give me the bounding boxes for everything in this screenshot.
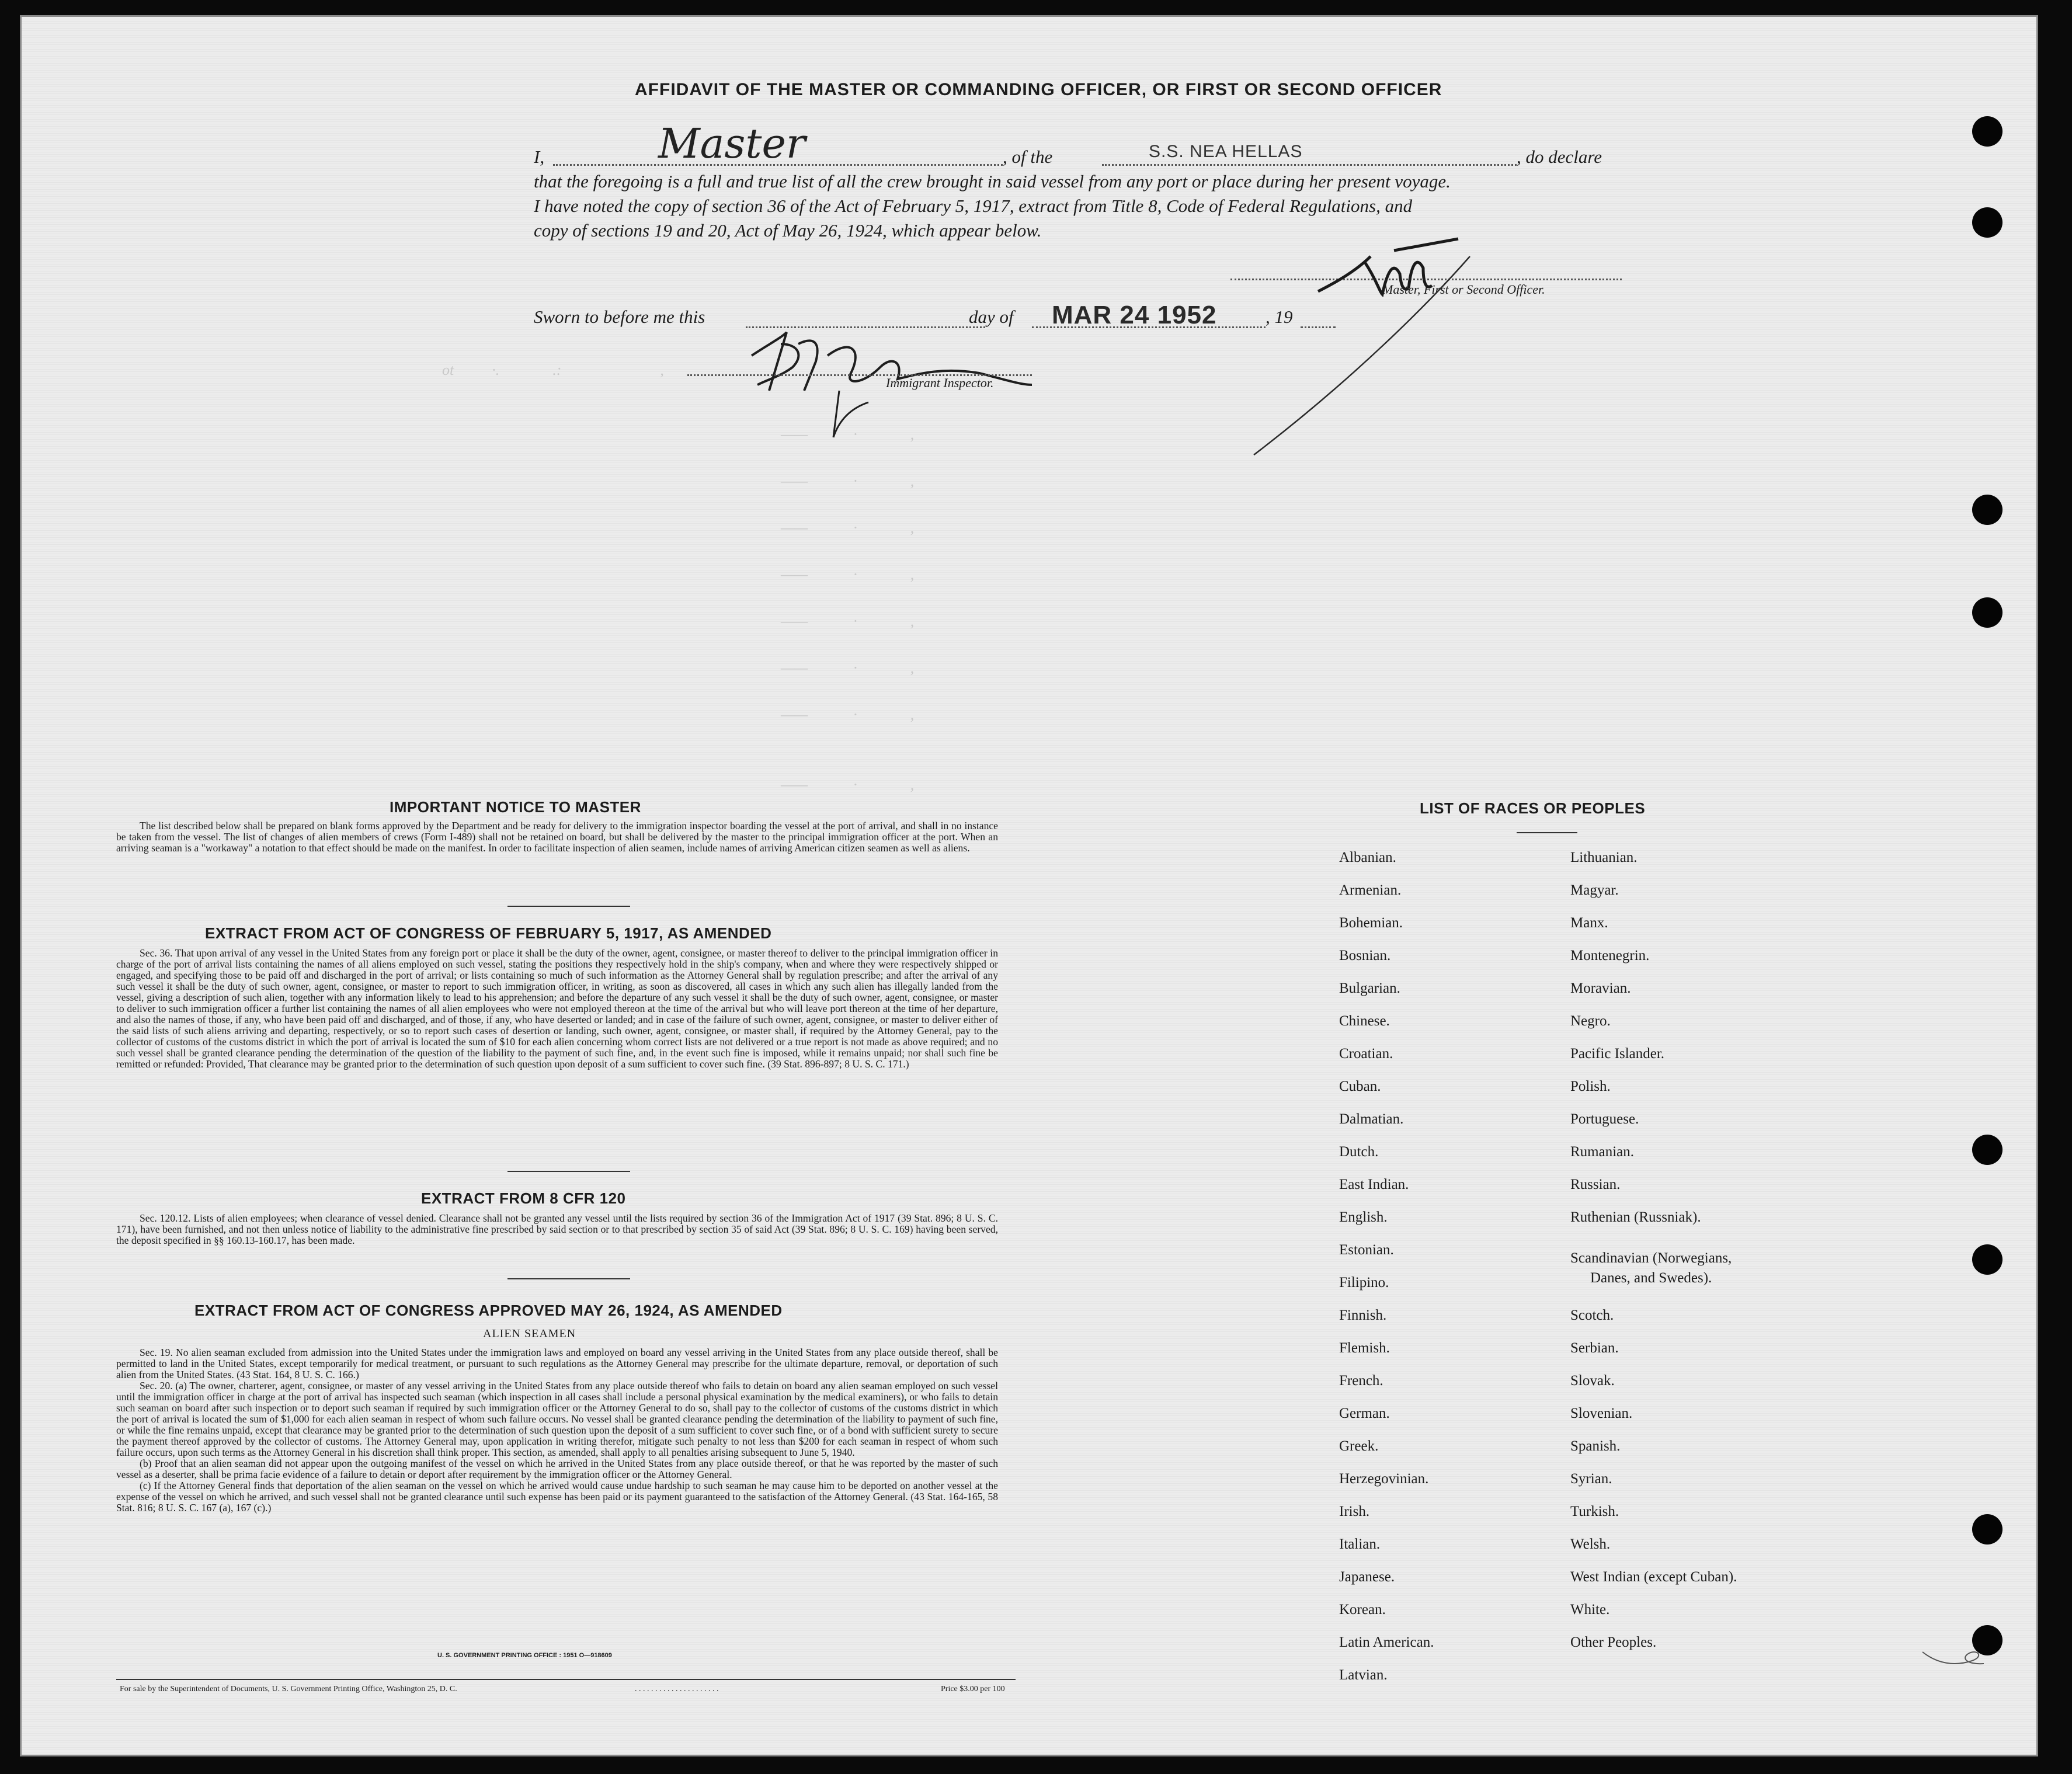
document-sheet — [20, 15, 2038, 1756]
race-right-item: Spanish. — [1570, 1438, 1621, 1454]
race-left-item: German. — [1339, 1406, 1390, 1421]
race-left-item: Japanese. — [1339, 1569, 1395, 1585]
notice-title: IMPORTANT NOTICE TO MASTER — [390, 798, 641, 816]
race-left-item: Italian. — [1339, 1536, 1381, 1552]
binder-hole — [1972, 1135, 2003, 1165]
bleed-through-text: —— · , — [781, 472, 915, 489]
extract-1924-block — [116, 1347, 998, 1514]
footer-dots: . . . . . . . . . . . . . . . . . . . . . — [635, 1685, 719, 1693]
race-left-item: Flemish. — [1339, 1340, 1390, 1356]
race-right-item: Other Peoples. — [1570, 1634, 1657, 1650]
extract-1924-sec20a: Sec. 20. (a) The owner, charterer, agent, consignee, or master of any vessel arriving in the United States from any place outside thereof who fails to detain on board any alien seaman employed on such vessel until the immigration officer in charge at the port of arrival has inspected such seaman (which inspection in all cases shall include a personal physical examination by the medical examiners), or who fails to detain such seaman on board after such inspection or to deport such seaman if required by such immigration officer or the Attorney General to do so, shall pay to the collector of customs of the customs district in which the port of arrival is located the sum of $1,000 for each alien seaman in respect of whom such failure occurs. No vessel shall be granted clearance pending the determination of the liability to payment of such fine, or while the fine remains unpaid, except that clearance may be granted prior to the determination of such question upon the deposit of a sum sufficient to cover such fine, or of a bond with sufficient surety to secure the payment thereof approved by the collector of customs. The Attorney General may, upon application in writing therefor, mitigate such penalty to not less than $200 for each seaman in respect of whom such failure occurs, upon such terms as the Attorney General in his discretion shall think proper. This section, as amended, shall apply to all penalties arising subsequent to June 5, 1940. — [116, 1380, 998, 1458]
day-of-label: day of — [969, 307, 1014, 327]
binder-hole — [1972, 495, 2003, 525]
race-right-item: Portuguese. — [1570, 1111, 1639, 1127]
divider-rule — [507, 1278, 630, 1279]
divider-rule — [507, 906, 630, 907]
inspector-caption: Immigrant Inspector. — [886, 375, 994, 390]
extract-cfr-body: Sec. 120.12. Lists of alien employees; when clearance of vessel denied. Clearance shall not be granted any vessel until the lists required by section 36 of the Immigration Act of 1917 (39 Stat. 896; 8 U. S. C. 171), have been furnished, and not then unless notice of liability to the administrative fine prescribed by said section or to that prescribed by section 35 of said Act (39 Stat. 896; 8 U. S. C. 169) having been served, the deposit specified in §§ 160.13-160.17, has been made. — [116, 1212, 998, 1246]
race-left-item: Estonian. — [1339, 1242, 1394, 1258]
notice-block — [116, 820, 998, 854]
race-right-item: Montenegrin. — [1570, 948, 1650, 963]
year-prefix: , 19 — [1266, 307, 1293, 327]
bleed-through-text: —— · , — [781, 776, 915, 793]
race-left-item: Latin American. — [1339, 1634, 1434, 1650]
race-right-item: Scotch. — [1570, 1307, 1614, 1323]
race-left-item: Korean. — [1339, 1602, 1386, 1618]
bleed-through-text: ot ·. .: , — [442, 361, 664, 378]
race-right-item: Rumanian. — [1570, 1144, 1635, 1160]
race-left-item: Finnish. — [1339, 1307, 1387, 1323]
race-left-item: Irish. — [1339, 1504, 1370, 1519]
race-left-item: Filipino. — [1339, 1275, 1389, 1291]
affidavit-title: AFFIDAVIT OF THE MASTER OR COMMANDING OFFICER, OR FIRST OR SECOND OFFICER — [635, 80, 1442, 99]
vessel-dotted-line — [1102, 164, 1517, 166]
race-right-item: Syrian. — [1570, 1471, 1612, 1487]
race-left-item: Cuban. — [1339, 1079, 1381, 1094]
race-right-item: Lithuanian. — [1570, 850, 1638, 865]
vessel-name: S.S. NEA HELLAS — [1149, 142, 1303, 161]
extract-1924-sec20c: (c) If the Attorney General finds that deportation of the alien seaman on the vessel on which he arrived would cause undue hardship to such seaman he may cause him to be deported on another vessel at the expense of the vessel on which he arrived, and such vessel shall not be granted clearance until such expense has been paid or its payment guaranteed to the satisfaction of the Attorney General. (43 Stat. 164-165, 58 Stat. 816; 8 U. S. C. 167 (a), 167 (c).) — [116, 1480, 998, 1514]
race-right-item: Pacific Islander. — [1570, 1046, 1665, 1062]
gpo-imprint: U. S. GOVERNMENT PRINTING OFFICE : 1951 O—918609 — [437, 1652, 612, 1659]
master-signature: Master — [658, 120, 806, 168]
binder-hole — [1972, 207, 2003, 238]
race-right-item: Slovenian. — [1570, 1406, 1633, 1421]
binder-hole — [1972, 1244, 2003, 1275]
race-left-item: Dutch. — [1339, 1144, 1379, 1160]
extract-1924-subtitle: ALIEN SEAMEN — [483, 1327, 576, 1340]
race-left-item: Croatian. — [1339, 1046, 1393, 1062]
race-left-item: Latvian. — [1339, 1667, 1388, 1683]
race-right-item: Manx. — [1570, 915, 1608, 931]
race-left-item: Dalmatian. — [1339, 1111, 1404, 1127]
race-right-item: Slovak. — [1570, 1373, 1615, 1389]
race-right-item: Polish. — [1570, 1079, 1611, 1094]
footer-sale-line: For sale by the Superintendent of Documents, U. S. Government Printing Office, Washington 25, D. C. — [120, 1685, 457, 1693]
footer-rule — [116, 1679, 1016, 1680]
extract-cfr-title: EXTRACT FROM 8 CFR 120 — [421, 1189, 626, 1207]
race-left-item: Bulgarian. — [1339, 980, 1400, 996]
race-right-item: West Indian (except Cuban). — [1570, 1569, 1737, 1585]
race-right-item: Russian. — [1570, 1177, 1621, 1192]
extract-cfr-block — [116, 1213, 998, 1246]
races-title-rule — [1517, 832, 1577, 833]
race-right-item: Scandinavian (Norwegians, — [1570, 1250, 1732, 1266]
affidavit-of-the: , of the — [1003, 147, 1053, 167]
bleed-through-text: —— · , — [781, 426, 915, 443]
divider-rule — [507, 1171, 630, 1172]
extract-1917-block — [116, 948, 998, 1070]
affidavit-line-3: I have noted the copy of section 36 of the Act of February 5, 1917, extract from Title 8, Code of Federal Regulations, and — [534, 196, 1413, 216]
footer-price: Price $3.00 per 100 — [941, 1685, 1005, 1693]
race-right-item: Moravian. — [1570, 980, 1631, 996]
sworn-label: Sworn to before me this — [534, 307, 705, 327]
race-left-item: French. — [1339, 1373, 1383, 1389]
extract-1917-title: EXTRACT FROM ACT OF CONGRESS OF FEBRUARY 5, 1917, AS AMENDED — [205, 924, 772, 942]
affidavit-do-declare: , do declare — [1517, 147, 1602, 167]
extract-1924-sec19: Sec. 19. No alien seaman excluded from admission into the United States under the immigration laws and employed on board any vessel arriving in the United States from any place outside thereof, shall be permitted to land in the United States, except temporarily for medical treatment, or pursuant to such regulations as the Attorney General may prescribe for the ultimate departure, removal, or deportation of such alien from the United States. (43 Stat. 164, 8 U. S. C. 166.) — [116, 1347, 998, 1380]
affidavit-line-2: that the foregoing is a full and true list of all the crew brought in said vessel from any port or place during her present voyage. — [534, 171, 1451, 192]
race-right-item: Danes, and Swedes). — [1590, 1270, 1712, 1286]
bleed-through-text: —— · , — [781, 519, 915, 536]
race-left-item: Albanian. — [1339, 850, 1396, 865]
race-left-item: East Indian. — [1339, 1177, 1409, 1192]
bleed-through-text: —— · , — [781, 706, 915, 723]
race-left-item: Bohemian. — [1339, 915, 1403, 931]
race-left-item: English. — [1339, 1209, 1388, 1225]
race-right-item: Welsh. — [1570, 1536, 1611, 1552]
year-dotted-line — [1301, 326, 1336, 328]
notice-body: The list described below shall be prepared on blank forms approved by the Department and be ready for delivery to the immigration inspector boarding the vessel at the port of arrival, and shall in no instance be taken from the vessel. The list of changes of alien members of crews (Form I-489) shall not be retained on board, but shall be delivered by the master to the principal immigration officer at the port. When an arriving seaman is a "workaway" a notation to that effect should be made on the manifest. In order to facilitate inspection of alien seamen, include names of arriving American citizen seamen as well as aliens. — [116, 820, 998, 854]
bleed-through-text: —— · , — [781, 566, 915, 583]
binder-hole — [1972, 1514, 2003, 1545]
extract-1917-body: Sec. 36. That upon arrival of any vessel in the United States from any foreign port or place it shall be the duty of the owner, agent, consignee, or master thereof to deliver to the principal immigration officer in charge of the port of arrival lists containing the names of all aliens employed on such vessel, stating the positions they respectively hold in the ship's company, when and where they were respectively shipped or engaged, and specifying those to be paid off and discharged in the port of arrival; or lists containing so much of such information as the Attorney General shall by regulation prescribe; and after the arrival of any such vessel it shall be the duty of such owner, agent, consignee, or master to report to such immigration officer, in writing, as soon as discovered, all cases in which any such alien has illegally landed from the vessel, giving a description of such alien, together with any information likely to lead to his apprehension; and before the departure of any such vessel it shall be the duty of such owner, agent, consignee, or master to deliver to such immigration officer a further list containing the names of all alien employees who were not employed thereon at the time of the arrival but who will leave port thereon at the time of her departure, and also the names of those, if any, who have been paid off and discharged, and of those, if any, who have deserted or landed; and in case of the failure of such owner, agent, consignee, or master to deliver either of the said lists of such aliens arriving and departing, respectively, or so to report such cases of desertion or landing, such owner, agent, consignee, or master shall, if required by the Attorney General, pay to the collector of customs of the customs district in which the port of arrival is located the sum of $10 for each alien concerning whom correct lists are not delivered or a true report is not made as above required; and no such vessel shall be granted clearance pending the determination of the question of the liability to the payment of such fine, and, in the event such fine is imposed, while it remains unpaid; nor shall such fine be remitted or refunded: Provided, That clearance may be granted prior to the determination of such question upon deposit of a sum sufficient to cover such fine. (39 Stat. 896-897; 8 U. S. C. 171.) — [116, 947, 998, 1070]
race-right-item: White. — [1570, 1602, 1610, 1618]
date-stamp: MAR 24 1952 — [1052, 301, 1217, 329]
race-left-item: Chinese. — [1339, 1013, 1390, 1029]
affidavit-i-label: I, — [534, 147, 545, 167]
affidavit-line-4: copy of sections 19 and 20, Act of May 26, 1924, which appear below. — [534, 220, 1042, 241]
binder-hole — [1972, 597, 2003, 628]
race-right-item: Ruthenian (Russniak). — [1570, 1209, 1701, 1225]
race-left-item: Greek. — [1339, 1438, 1379, 1454]
bleed-through-text: —— · , — [781, 613, 915, 629]
extract-1924-title: EXTRACT FROM ACT OF CONGRESS APPROVED MAY 26, 1924, AS AMENDED — [194, 1302, 783, 1319]
officer-caption: Master, First or Second Officer. — [1382, 282, 1545, 297]
pencil-scribble — [1920, 1640, 1990, 1675]
signature-flourish-line — [1236, 251, 1482, 461]
race-left-item: Herzegovinian. — [1339, 1471, 1429, 1487]
binder-hole — [1972, 116, 2003, 147]
race-right-item: Negro. — [1570, 1013, 1611, 1029]
bleed-through-text: —— · , — [781, 659, 915, 676]
race-right-item: Serbian. — [1570, 1340, 1619, 1356]
race-right-item: Magyar. — [1570, 882, 1619, 898]
race-left-item: Armenian. — [1339, 882, 1402, 898]
race-right-item: Turkish. — [1570, 1504, 1619, 1519]
extract-1924-sec20b: (b) Proof that an alien seaman did not appear upon the outgoing manifest of the vessel on which he arrived in the United States from any place outside thereof, or that he was reported by the master of such vessel as a deserter, shall be prima facie evidence of a failure to detain or deport after requirement by the immigration officer or the Attorney General. — [116, 1458, 998, 1480]
races-title: LIST OF RACES OR PEOPLES — [1420, 799, 1646, 817]
race-left-item: Bosnian. — [1339, 948, 1391, 963]
